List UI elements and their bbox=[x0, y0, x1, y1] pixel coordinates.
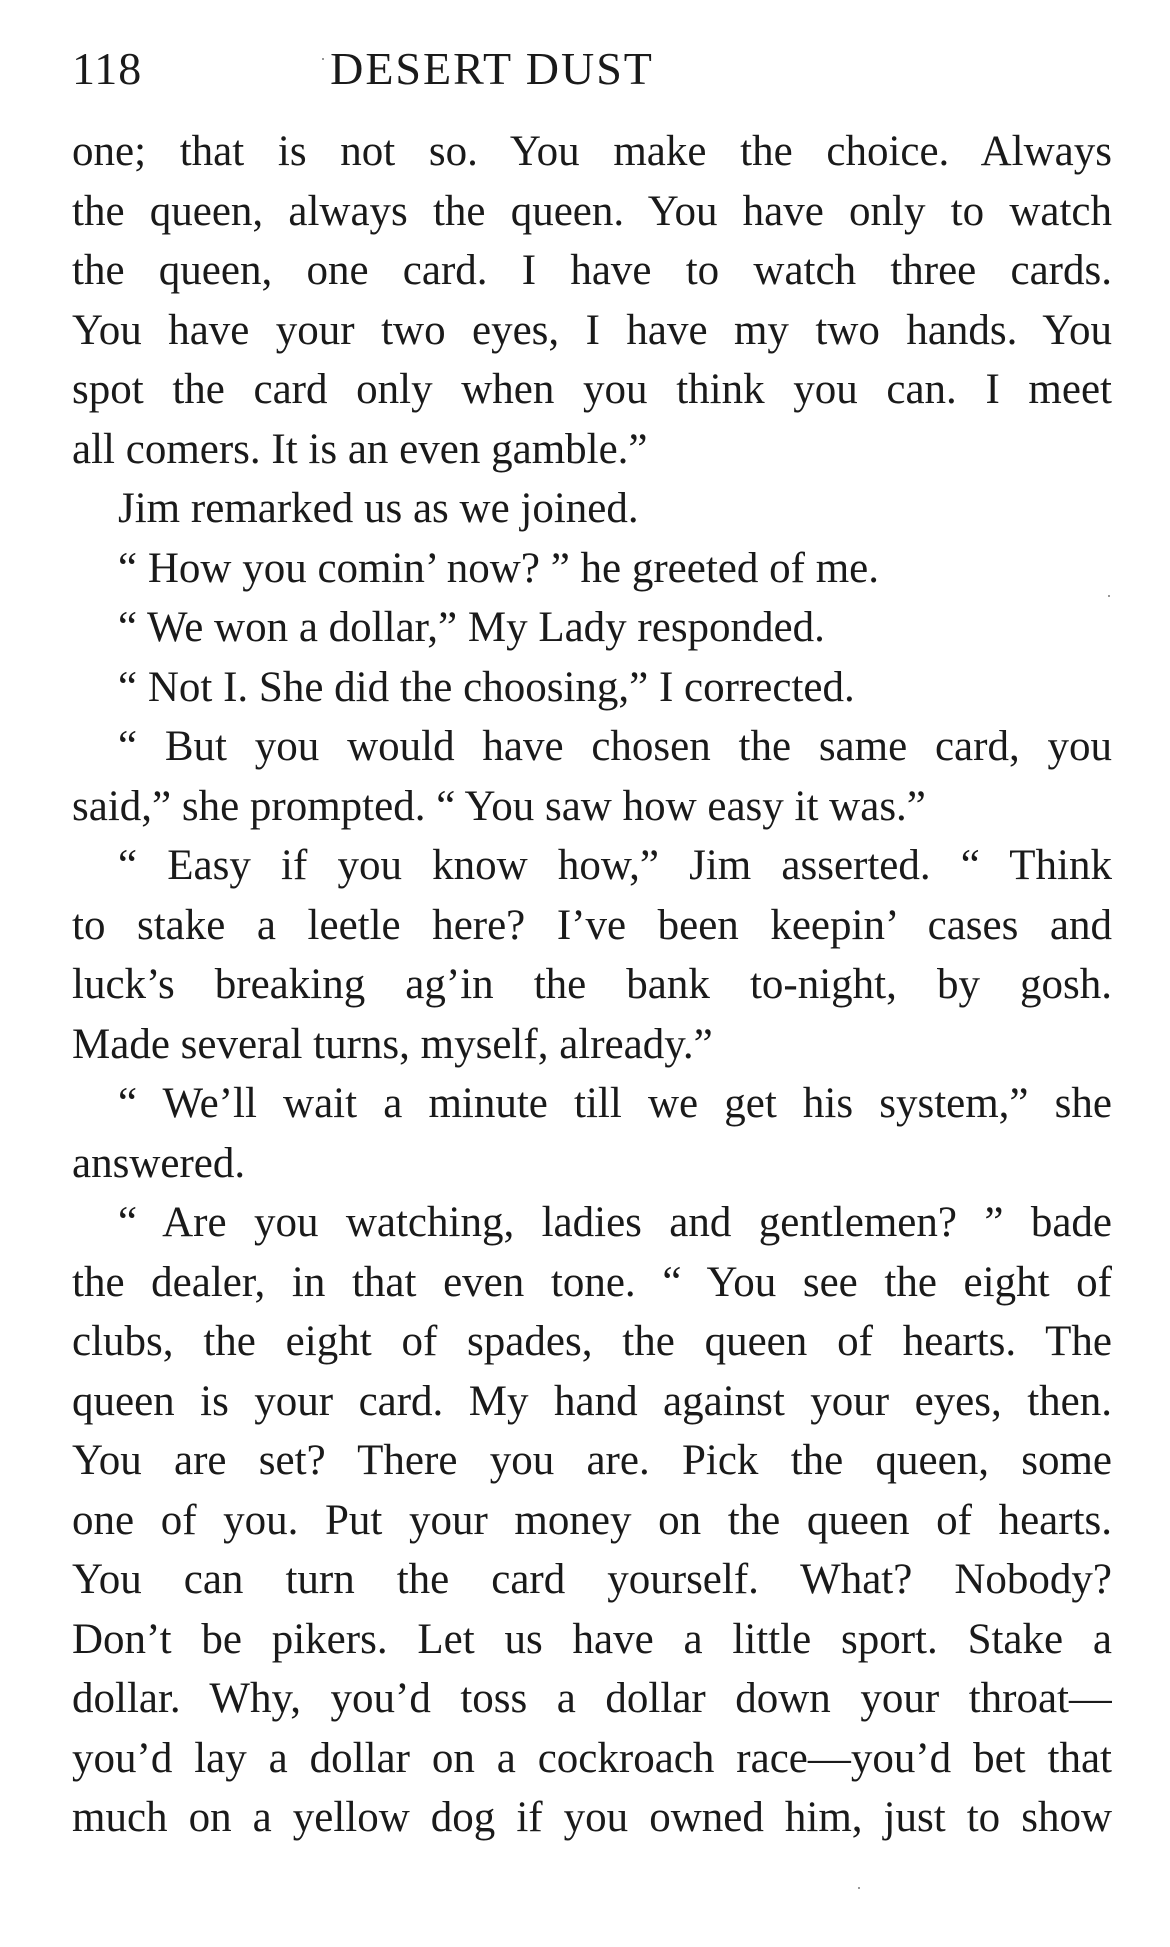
paper-speck bbox=[1108, 595, 1110, 597]
text-line: the dealer, in that even tone. “ You see the eight of bbox=[72, 1258, 1112, 1306]
running-title: DESERT DUST bbox=[330, 43, 654, 94]
text-line: “ Not I. She did the choosing,” I corrected. bbox=[118, 663, 855, 711]
text-line: the queen, one card. I have to watch three cards. bbox=[72, 247, 1112, 294]
text-line: one of you. Put your money on the queen of hearts. bbox=[72, 1496, 1112, 1544]
text-line: “ How you comin’ now? ” he greeted of me. bbox=[118, 544, 879, 592]
text-line: You can turn the card yourself. What? Nobody? bbox=[72, 1556, 1112, 1603]
text-line: one; that is not so. You make the choice. Always bbox=[72, 128, 1112, 175]
text-line: said,” she prompted. “ You saw how easy it was.” bbox=[72, 782, 926, 830]
text-line: dollar. Why, you’d toss a dollar down your throat— bbox=[72, 1675, 1112, 1722]
text-line: “ We won a dollar,” My Lady responded. bbox=[118, 604, 825, 651]
text-line: “ Easy if you know how,” Jim asserted. “ Think bbox=[118, 842, 1112, 889]
text-line: “ Are you watching, ladies and gentlemen? ” bade bbox=[118, 1199, 1112, 1246]
text-line: the queen, always the queen. You have only to watch bbox=[72, 187, 1112, 235]
running-head bbox=[72, 42, 1112, 102]
paper-speck bbox=[858, 1887, 860, 1889]
text-line: You have your two eyes, I have my two hands. You bbox=[72, 306, 1112, 354]
text-line: You are set? There you are. Pick the queen, some bbox=[72, 1437, 1112, 1484]
text-line: luck’s breaking ag’in the bank to-night, by gosh. bbox=[72, 961, 1112, 1008]
text-line: you’d lay a dollar on a cockroach race—you’d bet that bbox=[72, 1734, 1112, 1782]
text-line: “ But you would have chosen the same card, you bbox=[118, 723, 1112, 770]
body-text bbox=[72, 122, 1112, 1848]
text-line: answered. bbox=[72, 1139, 246, 1187]
paper-speck bbox=[322, 58, 324, 60]
text-line: Jim remarked us as we joined. bbox=[118, 485, 639, 532]
text-line: Made several turns, myself, already.” bbox=[72, 1020, 713, 1068]
text-line: Don’t be pikers. Let us have a little sport. Stake a bbox=[72, 1615, 1112, 1663]
text-line: much on a yellow dog if you owned him, just to show bbox=[72, 1794, 1112, 1841]
page-number: 118 bbox=[72, 43, 143, 94]
text-line: all comers. It is an even gamble.” bbox=[72, 425, 648, 473]
text-line: to stake a leetle here? I’ve been keepin’ cases and bbox=[72, 901, 1112, 949]
text-line: queen is your card. My hand against your eyes, then. bbox=[72, 1377, 1112, 1425]
text-line: “ We’ll wait a minute till we get his system,” she bbox=[118, 1080, 1112, 1127]
text-line: spot the card only when you think you can. I meet bbox=[72, 366, 1112, 413]
text-line: clubs, the eight of spades, the queen of hearts. The bbox=[72, 1318, 1112, 1365]
